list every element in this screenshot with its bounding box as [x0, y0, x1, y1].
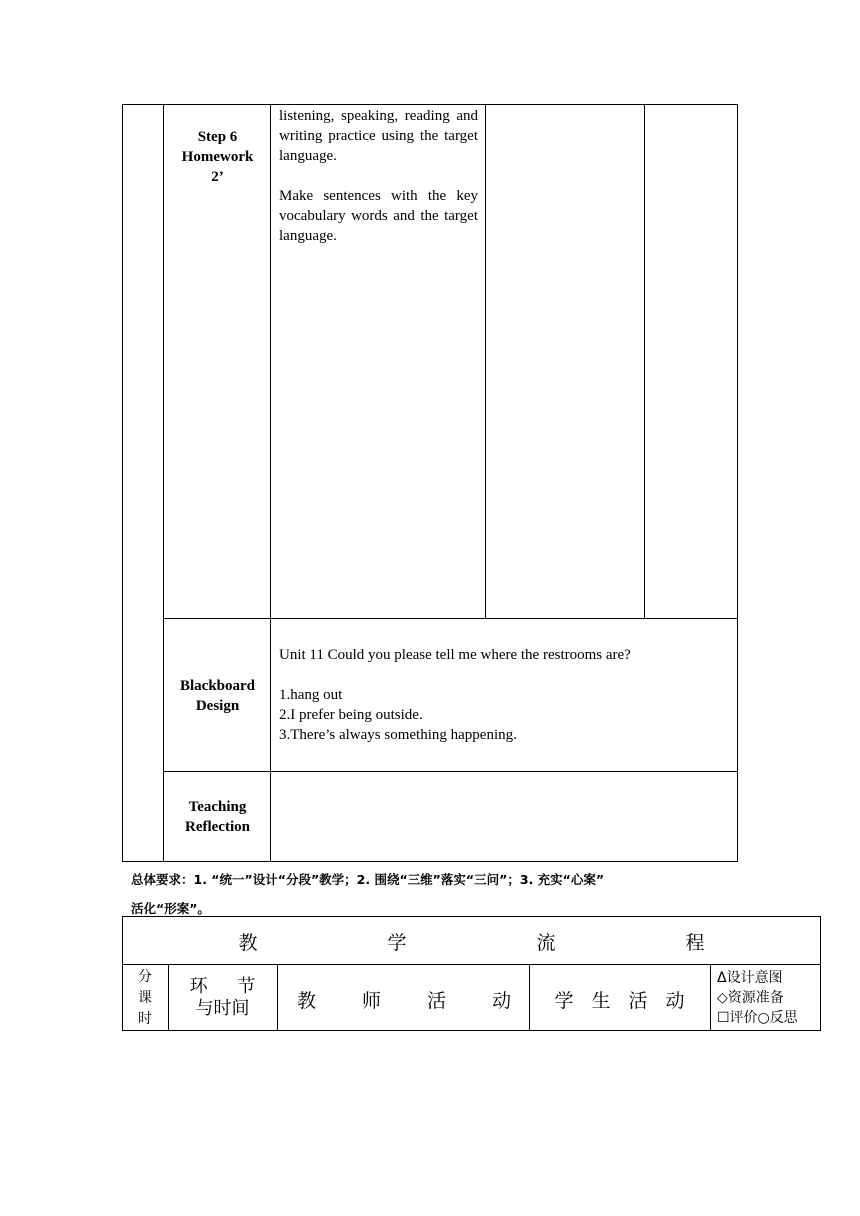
- step6-subtitle: Homework: [181, 149, 254, 165]
- requirements-note-line2: 活化“形案”。: [131, 901, 210, 916]
- col-divider-1: [163, 104, 164, 862]
- legend-evaluation-reflection: ☐评价○反思: [717, 1010, 798, 1026]
- col-period-char-2: 课: [138, 990, 152, 1006]
- col-legend-label: [717, 968, 798, 1028]
- flow-header-divider: [122, 964, 821, 965]
- flow-table-title: 教 学 流 程: [238, 932, 767, 954]
- blackboard-item-1: 1.hang out: [279, 687, 343, 703]
- col-divider-2: [270, 104, 271, 862]
- blackboard-item-3: 3.There’s always something happening.: [279, 727, 517, 743]
- col-stage-label: [168, 976, 277, 1020]
- flow-col-divider-4: [710, 964, 711, 1031]
- step6-title: Step 6: [197, 129, 238, 145]
- step6-time: 2’: [211, 169, 224, 185]
- col-stage-line1: 环 节: [189, 976, 268, 997]
- blackboard-label-line2: Design: [195, 698, 240, 714]
- step6-label: [165, 127, 270, 187]
- reflection-label-line2: Reflection: [185, 819, 250, 835]
- reflection-label-line1: Teaching: [188, 799, 247, 815]
- blackboard-label-line1: Blackboard: [179, 678, 255, 694]
- col-period-char-1: 分: [138, 969, 152, 985]
- col-teacher-label: 教 师 活 动: [297, 990, 532, 1012]
- row-divider-1: [163, 618, 738, 619]
- blackboard-title: Unit 11 Could you please tell me where the restrooms are?: [279, 647, 631, 663]
- col-divider-4: [644, 104, 645, 618]
- col-stage-line2: 与时间: [195, 998, 250, 1019]
- legend-design-intent: Δ设计意图: [717, 970, 783, 986]
- legend-resource-prep: ◇资源准备: [717, 990, 784, 1006]
- step6-paragraph-2: Make sentences with the key vocabulary words and the target language.: [279, 188, 478, 244]
- requirements-note-line1: 总体要求：1. “统一”设计“分段”教学；2. 围绕“三维”落实“三问”；3. 充实“心案”: [131, 872, 605, 887]
- col-period-char-3: 时: [138, 1011, 152, 1027]
- col-student-label: 学 生 活 动: [554, 990, 691, 1012]
- col-period-label: [122, 967, 168, 1030]
- step6-paragraph-1: listening, speaking, reading and writing practice using the target language.: [279, 108, 478, 164]
- blackboard-item-2: 2.I prefer being outside.: [279, 707, 423, 723]
- reflection-label: [165, 797, 270, 837]
- blackboard-label: [165, 676, 270, 716]
- row-divider-2: [163, 771, 738, 772]
- col-divider-3: [485, 104, 486, 618]
